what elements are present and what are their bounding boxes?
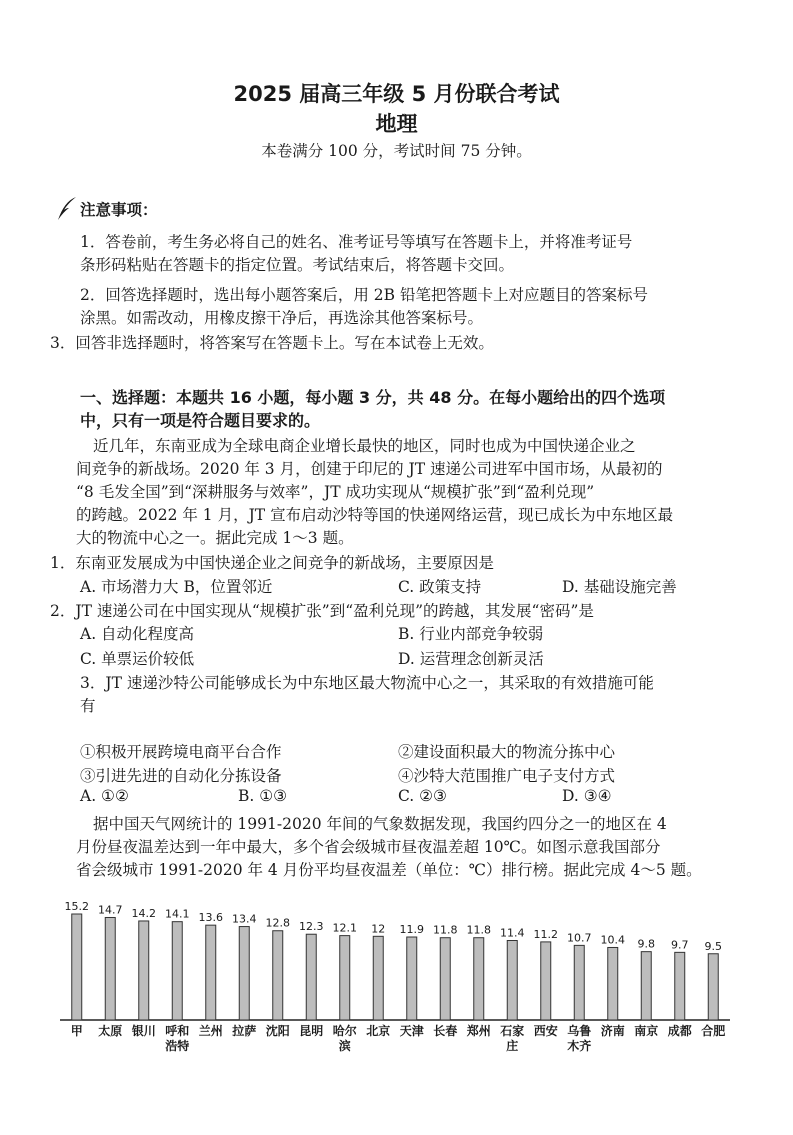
option-b: B. ①③	[238, 787, 288, 805]
category-label: 昆明	[299, 1024, 324, 1038]
value-label: 12.8	[265, 916, 290, 930]
category-label: 南京	[634, 1024, 659, 1038]
passage-line: “8 毛发全国”到“深耕服务与效率”，JT 成功实现从“规模扩张”到“盈利兑现”	[76, 483, 595, 501]
bar-石家庄	[507, 941, 517, 1021]
category-label: 北京	[366, 1024, 391, 1038]
value-label: 9.8	[637, 937, 655, 951]
value-label: 9.7	[671, 938, 689, 952]
category-label: 甲	[70, 1024, 83, 1038]
bar-南京	[641, 952, 651, 1020]
question-stem: 3．JT 速递沙特公司能够成长为中东地区最大物流中心之一，其采取的有效措施可能	[80, 674, 654, 692]
value-label: 14.1	[165, 907, 190, 921]
bar-合肥	[708, 954, 718, 1020]
option-d: D. ③④	[562, 787, 612, 805]
value-label: 11.4	[500, 926, 525, 940]
passage-line: 大的物流中心之一。据此完成 1～3 题。	[76, 529, 354, 547]
value-label: 11.9	[399, 923, 424, 937]
bar-呼和浩特	[172, 922, 182, 1020]
pen-icon	[56, 196, 78, 222]
option-c: C. 政策支持	[398, 578, 482, 596]
statement-2: ②建设面积最大的物流分拣中心	[398, 743, 616, 761]
bar-昆明	[306, 934, 316, 1020]
section-heading: 一、选择题：本题共 16 小题，每小题 3 分，共 48 分。在每小题给出的四个选项	[80, 388, 666, 407]
bar-银川	[139, 921, 149, 1020]
bar-天津	[407, 937, 417, 1020]
bar-太原	[105, 917, 115, 1020]
category-label: 合肥	[701, 1024, 726, 1038]
section-heading: 中，只有一项是符合题目要求的。	[80, 411, 321, 430]
value-label: 15.2	[64, 900, 89, 913]
exam-title: 2025 届高三年级 5 月份联合考试	[233, 82, 560, 106]
category-label: 银川	[131, 1024, 156, 1038]
category-label: 乌鲁木齐	[567, 1024, 592, 1053]
bar-长春	[440, 938, 450, 1020]
category-label: 沈阳	[265, 1024, 290, 1038]
exam-subject: 地理	[375, 112, 418, 136]
bar-甲	[72, 914, 82, 1020]
value-label: 10.4	[600, 933, 625, 947]
temperature-range-bar-chart	[60, 884, 730, 1054]
value-label: 14.7	[98, 903, 123, 917]
question-stem: 1．东南亚发展成为中国快递企业之间竞争的新战场，主要原因是	[50, 554, 494, 572]
passage-line: 间竞争的新战场。2020 年 3 月，创建于印尼的 JT 速递公司进军中国市场，从最初的	[76, 460, 663, 478]
category-label: 济南	[600, 1024, 625, 1038]
option-d: D. 基础设施完善	[562, 578, 677, 596]
value-label: 11.8	[433, 923, 458, 937]
option-a: A. 自动化程度高	[80, 625, 195, 643]
notice-item: 涂黑。如需改动，用橡皮擦干净后，再选涂其他答案标号。	[80, 309, 484, 327]
bar-郑州	[474, 938, 484, 1020]
question-stem: 有	[80, 697, 96, 715]
option-a: A. 市场潜力大 B，位置邻近	[80, 578, 273, 596]
notice-item: 1．答卷前，考生务必将自己的姓名、准考证号等填写在答题卡上，并将准考证号	[80, 233, 633, 251]
bar-沈阳	[273, 931, 283, 1020]
bar-济南	[608, 947, 618, 1020]
bar-成都	[675, 952, 685, 1020]
bar-兰州	[206, 925, 216, 1020]
statement-1: ①积极开展跨境电商平台合作	[80, 743, 282, 761]
category-label: 成都	[667, 1024, 692, 1038]
question-stem: 2．JT 速递公司在中国实现从“规模扩张”到“盈利兑现”的跨越，其发展“密码”是	[50, 602, 594, 620]
value-label: 10.7	[567, 931, 592, 945]
bar-乌鲁木齐	[574, 945, 584, 1020]
passage-line: 省会级城市 1991-2020 年 4 月份平均昼夜温差（单位：℃）排行榜。据此完成 4～5 题。	[76, 861, 702, 879]
option-b: B. 行业内部竞争较弱	[398, 625, 544, 643]
category-label: 拉萨	[232, 1024, 257, 1038]
bar-西安	[541, 942, 551, 1020]
value-label: 11.2	[533, 927, 558, 941]
notice-heading: 注意事项：	[80, 201, 158, 219]
option-c: C. ②③	[398, 787, 447, 805]
passage-line: 近几年，东南亚成为全球电商企业增长最快的地区，同时也成为中国快递企业之	[93, 437, 636, 455]
category-label: 呼和浩特	[165, 1024, 190, 1053]
category-label: 哈尔滨	[332, 1024, 357, 1053]
passage-line: 的跨越。2022 年 1 月，JT 宣布启动沙特等国的快递网络运营，现已成长为中东地区最	[76, 506, 674, 524]
value-label: 14.2	[131, 906, 156, 920]
value-label: 12.1	[332, 921, 357, 935]
category-label: 太原	[98, 1024, 123, 1038]
value-label: 13.4	[232, 912, 257, 926]
category-label: 石家庄	[500, 1024, 525, 1053]
statement-4: ④沙特大范围推广电子支付方式	[398, 767, 616, 785]
bar-拉萨	[239, 927, 249, 1020]
category-label: 郑州	[466, 1024, 491, 1038]
exam-note: 本卷满分 100 分，考试时间 75 分钟。	[261, 142, 532, 160]
option-c: C. 单票运价较低	[80, 650, 195, 668]
value-label: 9.5	[704, 939, 722, 953]
statement-3: ③引进先进的自动化分拣设备	[80, 767, 282, 785]
value-label: 12	[371, 922, 386, 936]
bar-哈尔滨	[340, 936, 350, 1020]
passage-line: 据中国天气网统计的 1991-2020 年间的气象数据发现，我国约四分之一的地区在 4	[93, 815, 667, 833]
notice-item: 3．回答非选择题时，将答案写在答题卡上。写在本试卷上无效。	[50, 334, 494, 352]
option-a: A. ①②	[80, 787, 129, 805]
category-label: 西安	[533, 1024, 558, 1038]
value-label: 11.8	[466, 923, 491, 937]
bar-北京	[373, 936, 383, 1020]
value-label: 12.3	[299, 920, 324, 934]
category-label: 长春	[433, 1024, 458, 1038]
notice-item: 2．回答选择题时，选出每小题答案后，用 2B 铅笔把答题卡上对应题目的答案标号	[80, 286, 648, 304]
value-label: 13.6	[198, 911, 223, 925]
notice-item: 条形码粘贴在答题卡的指定位置。考试结束后，将答题卡交回。	[80, 256, 515, 274]
option-d: D. 运营理念创新灵活	[398, 650, 544, 668]
passage-line: 月份昼夜温差达到一年中最大，多个省会级城市昼夜温差超 10℃。如图示意我国部分	[76, 838, 661, 856]
category-label: 兰州	[198, 1024, 223, 1038]
category-label: 天津	[399, 1024, 424, 1038]
